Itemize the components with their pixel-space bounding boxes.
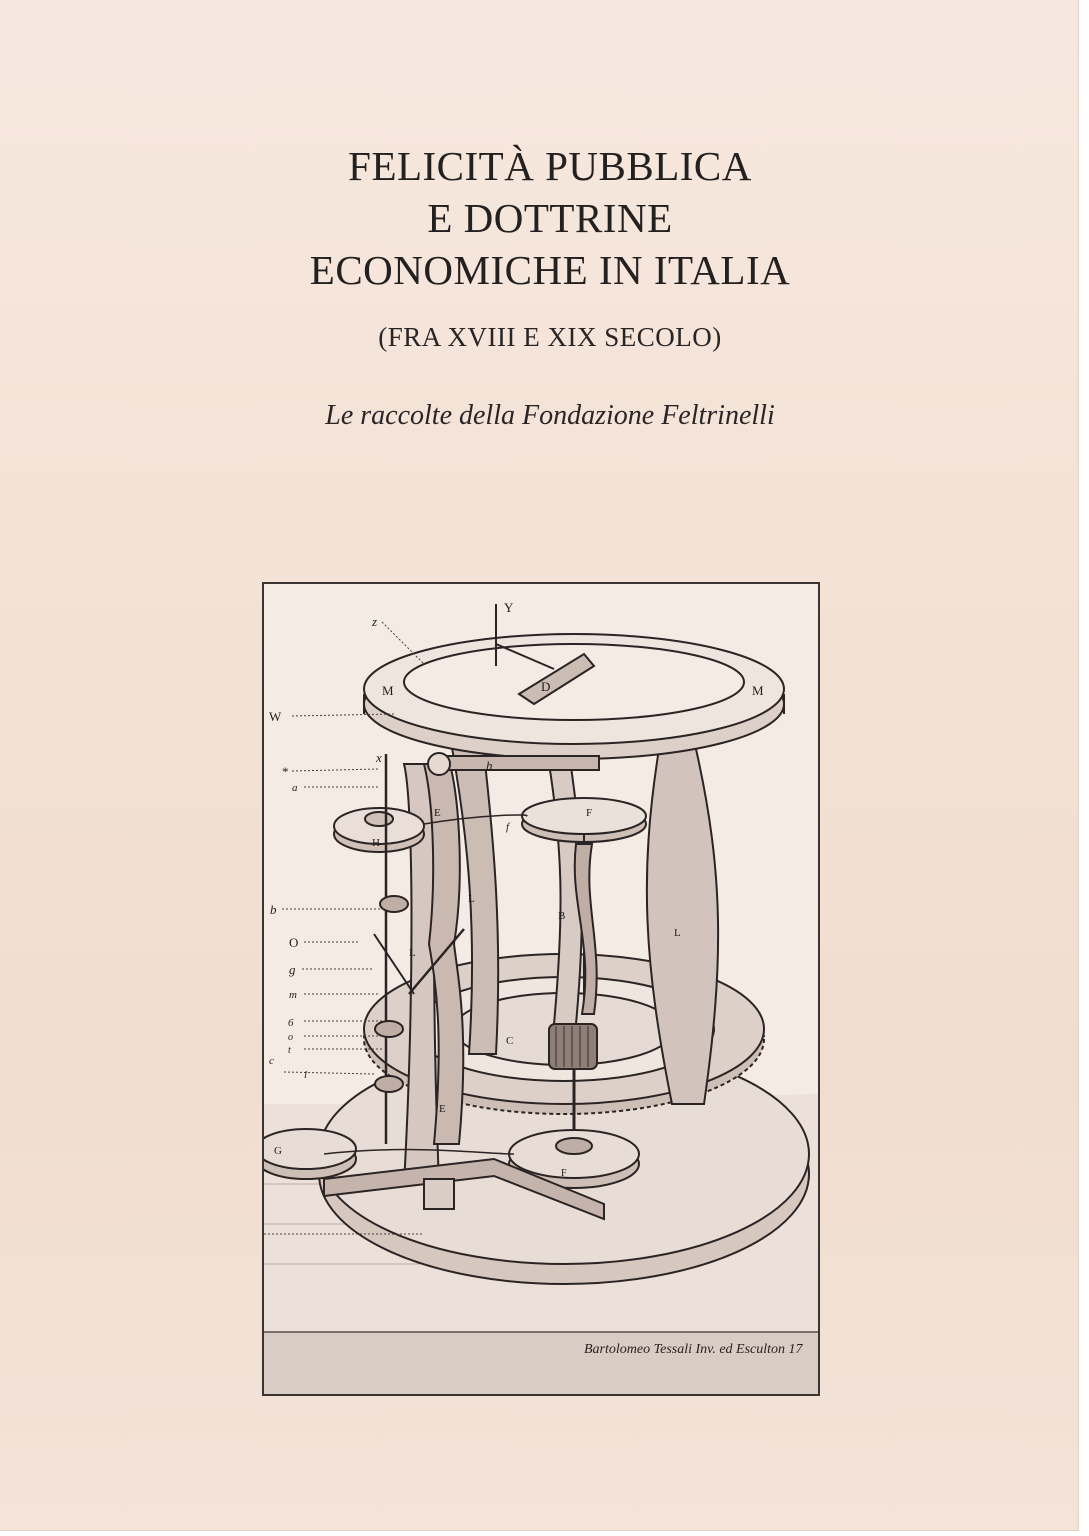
label-W: W	[269, 709, 282, 724]
label-x: x	[376, 750, 382, 765]
label-m: m	[289, 989, 297, 1001]
label-t: t	[288, 1045, 291, 1056]
book-title	[0, 140, 1089, 296]
label-l: l	[304, 1069, 308, 1081]
label-f: f	[506, 821, 510, 833]
engraver-signature: Bartolomeo Tessali Inv. ed Esculton 17	[584, 1342, 803, 1357]
label-E-upper: E	[434, 807, 441, 819]
label-star: *	[282, 764, 289, 779]
label-h: h	[486, 758, 493, 773]
label-g: g	[289, 962, 296, 977]
label-C: C	[506, 1035, 514, 1047]
title-line-2: E DOTTRINE	[427, 195, 673, 241]
label-Y: Y	[504, 600, 514, 615]
label-L-upper: L	[468, 893, 475, 905]
label-o: o	[288, 1032, 293, 1043]
label-F-upper: F	[586, 807, 593, 819]
label-a: a	[292, 782, 298, 794]
label-M-left: M	[382, 683, 394, 698]
label-M-right: M	[752, 683, 764, 698]
label-O: O	[289, 935, 299, 950]
engraving-plate	[262, 582, 820, 1396]
series-title: Le raccolte della Fondazione Feltrinelli	[325, 400, 775, 431]
title-line-3: ECONOMICHE IN ITALIA	[309, 247, 791, 293]
label-D: D	[541, 679, 551, 694]
label-c: c	[269, 1055, 274, 1067]
label-L-right: L	[674, 927, 681, 939]
title-line-1: FELICITÀ PUBBLICA	[348, 143, 752, 189]
label-z: z	[372, 614, 378, 629]
label-E-lower: E	[439, 1103, 446, 1115]
label-b: b	[270, 902, 277, 917]
label-G: G	[274, 1145, 282, 1157]
label-H: H	[372, 837, 380, 849]
book-subtitle: (FRA XVIII E XIX SECOLO)	[378, 322, 722, 352]
spinning-machine-engraving	[264, 584, 818, 1394]
label-F-lower: F	[561, 1168, 567, 1179]
label-6: 6	[288, 1017, 294, 1029]
label-B: B	[558, 910, 566, 922]
label-L-middle: L	[409, 947, 416, 959]
